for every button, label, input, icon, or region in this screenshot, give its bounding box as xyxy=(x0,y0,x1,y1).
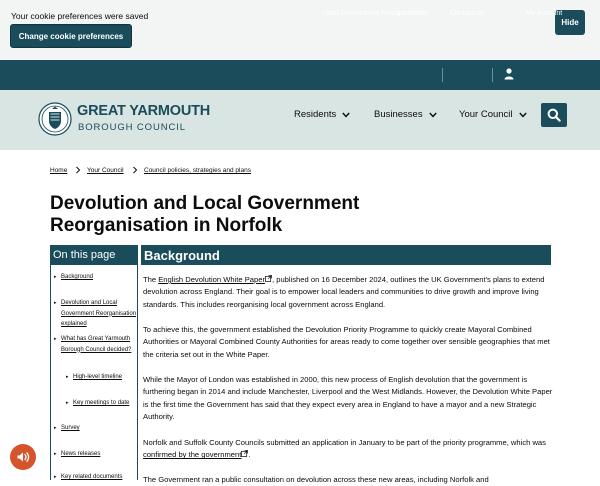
site-header xyxy=(0,90,600,150)
paragraph-priority-programme: To achieve this, the government established the Devolution Priority Programme to quickly create Mayoral Combined Authorities or Mayoral Combined County Authorities for areas ready to come together over sensible geographies that met the criteria set out in the White Paper. xyxy=(143,325,550,359)
list-bullet: ▸ xyxy=(66,400,69,406)
contents-link-key-related-documents[interactable]: Key related documents xyxy=(61,474,123,480)
chevron-right-icon xyxy=(75,166,81,174)
breadcrumb-home[interactable]: Home xyxy=(50,167,68,174)
contents-heading: On this page xyxy=(50,245,138,265)
list-bullet: ▸ xyxy=(54,300,57,306)
nav-your-council-label: Your Council xyxy=(459,109,513,120)
list-bullet: ▸ xyxy=(54,474,57,480)
paragraph-mayor-of-london: While the Mayor of London was established in 2000, this new process of English devolution that the government is furthering began in 2014 and include Manchester, Liverpool and the West Midlands. However, the Devolution White Paper is the first time the Government has said that they expect every area in England to have a mayor and a new Strategic Authority. xyxy=(143,375,553,422)
hide-cookie-banner-button[interactable]: Hide xyxy=(555,10,585,35)
list-bullet: ▸ xyxy=(66,374,69,380)
brand-subtitle: BOROUGH COUNCIL xyxy=(78,122,186,133)
accessibility-icon xyxy=(15,449,31,465)
contents-link-devolution-explained[interactable]: Devolution and Local Government Reorganisation explained xyxy=(61,300,137,327)
paragraph-text: Norfolk and Suffolk County Councils submitted an application in January to be part of the priority programme, which was xyxy=(143,438,546,447)
accessibility-button[interactable] xyxy=(10,444,36,470)
paragraph-norfolk-suffolk xyxy=(143,437,553,462)
utility-divider xyxy=(492,68,493,82)
list-bullet: ▸ xyxy=(54,336,57,342)
list-bullet: ▸ xyxy=(54,425,57,431)
chevron-right-icon xyxy=(132,166,138,174)
brand-name[interactable]: GREAT YARMOUTH xyxy=(77,103,211,119)
paragraph-text: , published on 16 December 2024, outlines the UK Government's plans to extend devolution across England. Their goal is to empower local leaders and communities to drive growth and improve living standards. This includes reorganising local government across England. xyxy=(143,275,545,309)
external-link-icon xyxy=(265,275,272,282)
chevron-down-icon xyxy=(342,112,350,118)
utility-link-local-government-reorganisation[interactable]: Local Government Reorganisation xyxy=(322,10,429,17)
search-button[interactable] xyxy=(541,103,567,127)
contents-link-what-has-council-decided[interactable]: What has Great Yarmouth Borough Council decided? xyxy=(61,336,132,353)
nav-businesses-label: Businesses xyxy=(374,109,423,120)
contents-link-high-level-timeline[interactable]: High-level timeline xyxy=(73,374,123,380)
nav-residents-label: Residents xyxy=(294,109,337,120)
contents-link-key-meetings[interactable]: Key meetings to date xyxy=(73,400,130,406)
chevron-down-icon xyxy=(429,112,437,118)
contents-link-news-releases[interactable]: News releases xyxy=(61,451,101,457)
utility-link-contact-us[interactable]: Contact us xyxy=(450,10,484,17)
crest-icon[interactable] xyxy=(37,102,73,136)
nav-businesses[interactable] xyxy=(374,109,437,120)
utility-link-my-account[interactable]: My Account xyxy=(526,10,563,17)
english-devolution-white-paper-link[interactable]: English Devolution White Paper xyxy=(158,275,265,284)
utility-divider xyxy=(442,68,443,82)
breadcrumb-council-policies[interactable]: Council policies, strategies and plans xyxy=(144,167,251,174)
section-heading-background: Background xyxy=(141,245,551,265)
search-icon xyxy=(547,108,561,122)
breadcrumb-your-council[interactable]: Your Council xyxy=(87,167,124,174)
paragraph-white-paper xyxy=(143,274,553,311)
list-bullet: ▸ xyxy=(54,274,57,280)
contents-link-background[interactable]: Background xyxy=(61,274,94,280)
paragraph-text: . xyxy=(248,450,251,460)
nav-your-council[interactable] xyxy=(459,109,527,120)
paragraph-text: The xyxy=(143,275,159,284)
contents-link-survey[interactable]: Survey xyxy=(61,425,80,431)
page-title: Devolution and Local Government Reorganisation in Norfolk xyxy=(50,193,360,236)
confirmed-by-government-link[interactable]: confirmed by the government xyxy=(143,450,242,460)
cookie-message: Your cookie preferences were saved xyxy=(11,11,149,21)
user-icon[interactable] xyxy=(504,68,514,80)
nav-residents[interactable] xyxy=(294,109,350,120)
list-bullet: ▸ xyxy=(54,451,57,457)
paragraph-public-consultation: The Government ran a public consultation on devolution across these new areas, including Norfolk and xyxy=(143,475,489,484)
change-cookie-preferences-button[interactable]: Change cookie preferences xyxy=(10,24,132,48)
chevron-down-icon xyxy=(519,112,527,118)
